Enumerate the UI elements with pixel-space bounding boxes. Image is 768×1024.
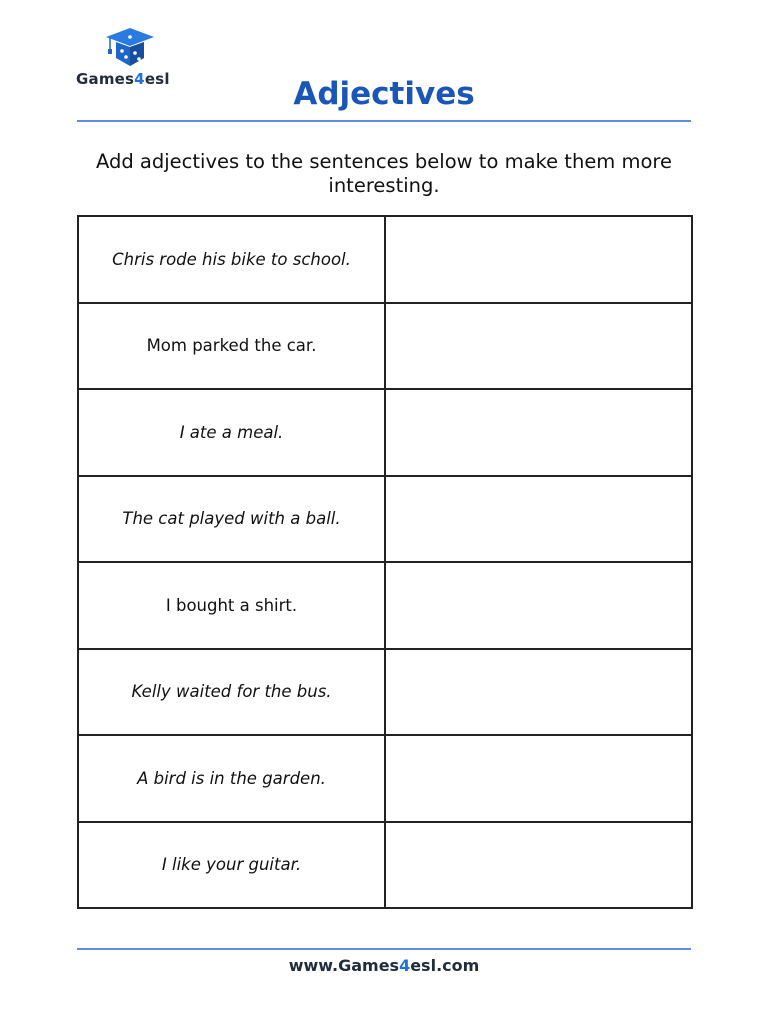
- worksheet-row: [78, 389, 692, 476]
- worksheet-row: [78, 562, 692, 649]
- worksheet-row: [78, 822, 692, 909]
- footer-url[interactable]: www.Games4esl.com: [288, 956, 480, 975]
- sentence-cell: The cat played with a ball.: [78, 476, 385, 563]
- sentence-cell: I ate a meal.: [78, 389, 385, 476]
- header-divider: [77, 120, 691, 122]
- logo-text: Games4esl: [76, 70, 170, 88]
- instructions-text: Add adjectives to the sentences below to make them more interesting.: [95, 150, 673, 197]
- answer-cell[interactable]: [385, 649, 692, 736]
- answer-cell[interactable]: [385, 562, 692, 649]
- worksheet-row: [78, 649, 692, 736]
- worksheet-table: [77, 215, 693, 909]
- sentence-cell: Kelly waited for the bus.: [78, 649, 385, 736]
- page-title: Adjectives: [293, 76, 475, 112]
- answer-cell[interactable]: [385, 735, 692, 822]
- answer-cell[interactable]: [385, 303, 692, 390]
- answer-cell[interactable]: [385, 216, 692, 303]
- graduation-cap-dice-icon: [104, 26, 156, 68]
- sentence-cell: I like your guitar.: [78, 822, 385, 909]
- sentence-cell: Mom parked the car.: [78, 303, 385, 390]
- sentence-cell: I bought a shirt.: [78, 562, 385, 649]
- sentence-cell: Chris rode his bike to school.: [78, 216, 385, 303]
- footer-divider: [77, 948, 691, 950]
- worksheet-row: [78, 476, 692, 563]
- answer-cell[interactable]: [385, 389, 692, 476]
- worksheet-row: [78, 303, 692, 390]
- sentence-cell: A bird is in the garden.: [78, 735, 385, 822]
- worksheet-row: [78, 735, 692, 822]
- answer-cell[interactable]: [385, 476, 692, 563]
- answer-cell[interactable]: [385, 822, 692, 909]
- worksheet-row: [78, 216, 692, 303]
